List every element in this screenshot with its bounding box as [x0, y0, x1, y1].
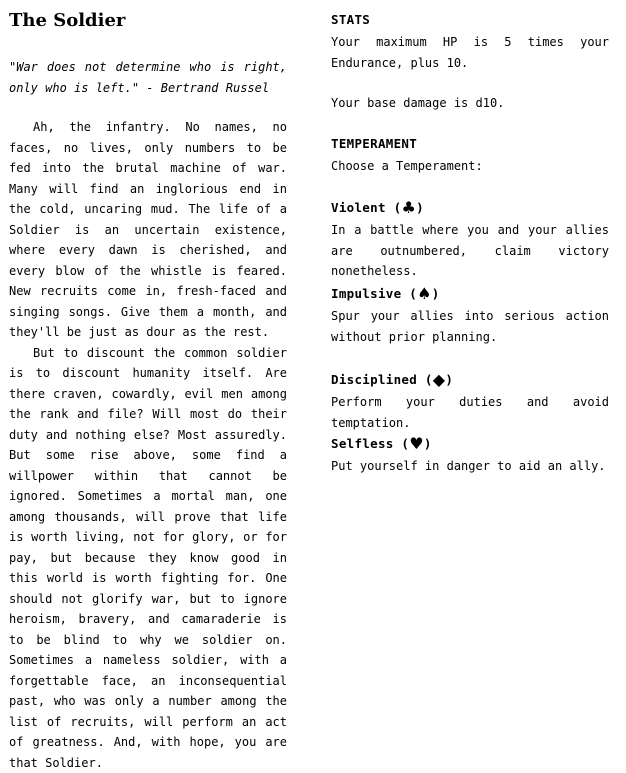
club-icon: ♣ [401, 198, 416, 217]
temperament-title: Impulsive (♠) [331, 284, 609, 303]
temperament-prompt [331, 156, 609, 177]
temperament-name: Impulsive [331, 286, 401, 301]
temperament-selfless [331, 434, 609, 477]
temperament-name: Violent [331, 200, 386, 215]
temperament-description: Spur your allies into serious action without prior planning. [331, 306, 609, 347]
temperament-description: In a battle where you and your allies are outnumbered, claim victory nonetheless. [331, 220, 609, 282]
intro-paragraph: Ah, the infantry. No names, no faces, no lives, only numbers to be fed into the brutal machine of war. Many will find an inglorious end in the cold, uncaring mud. The life of a Soldier is an uncertain existence, where every dawn is cherished, and every blow of the whistle is feared. New recruits come in, fresh-faced and singing songs. Give them a month, and they'll be just as dour as the rest. [9, 117, 287, 343]
temperament-title: Disciplined (◆) [331, 370, 609, 389]
diamond-icon: ◆ [433, 370, 446, 389]
temperament-name: Disciplined [331, 372, 417, 387]
spade-icon: ♠ [417, 284, 432, 303]
temperament-title: Selfless (♥) [331, 434, 609, 453]
stats-heading: STATS [331, 12, 609, 27]
epigraph-quote: "War does not determine who is right, only who is left." - Bertrand Russel [9, 57, 287, 98]
temperament-description: Put yourself in danger to aid an ally. [331, 456, 609, 477]
temperament-description: Perform your duties and avoid temptation. [331, 392, 609, 433]
intro-text [9, 117, 287, 773]
temperament-title: Violent (♣) [331, 198, 609, 217]
temperament-name: Selfless [331, 436, 394, 451]
temperament-disciplined [331, 370, 609, 433]
intro-paragraph: But to discount the common soldier is to discount humanity itself. Are there craven, cowardly, evil men among the rank and file? Will most do their duty and nothing else? Most assuredly. But some rise above, some find a willpower within that cannot be ignored. Sometimes a mortal man, one among thousands, will prove that life is worth living, not for glory, or for pay, but because they know good in this world is worth fighting for. One should not glorify war, but to ignore heroism, bravery, and camaraderie is to be blind to why we soldier on. Sometimes a nameless soldier, with a forgettable face, an inconsequential past, who was only a number among the list of recruits, will perform an act of greatness. And, with hope, you are that Soldier. [9, 343, 287, 773]
stats-section [331, 12, 609, 27]
stats-hp [331, 32, 609, 73]
stats-hp-text: Your maximum HP is 5 times your Endurance, plus 10. [331, 32, 609, 73]
heart-icon: ♥ [409, 434, 424, 453]
stats-damage-text: Your base damage is d10. [331, 93, 609, 114]
temperament-section [331, 136, 609, 151]
temperament-heading: TEMPERAMENT [331, 136, 609, 151]
stats-damage [331, 93, 609, 114]
page-title: The Soldier [9, 10, 125, 31]
temperament-prompt-text: Choose a Temperament: [331, 156, 609, 177]
temperament-violent [331, 198, 609, 282]
temperament-impulsive [331, 284, 609, 347]
